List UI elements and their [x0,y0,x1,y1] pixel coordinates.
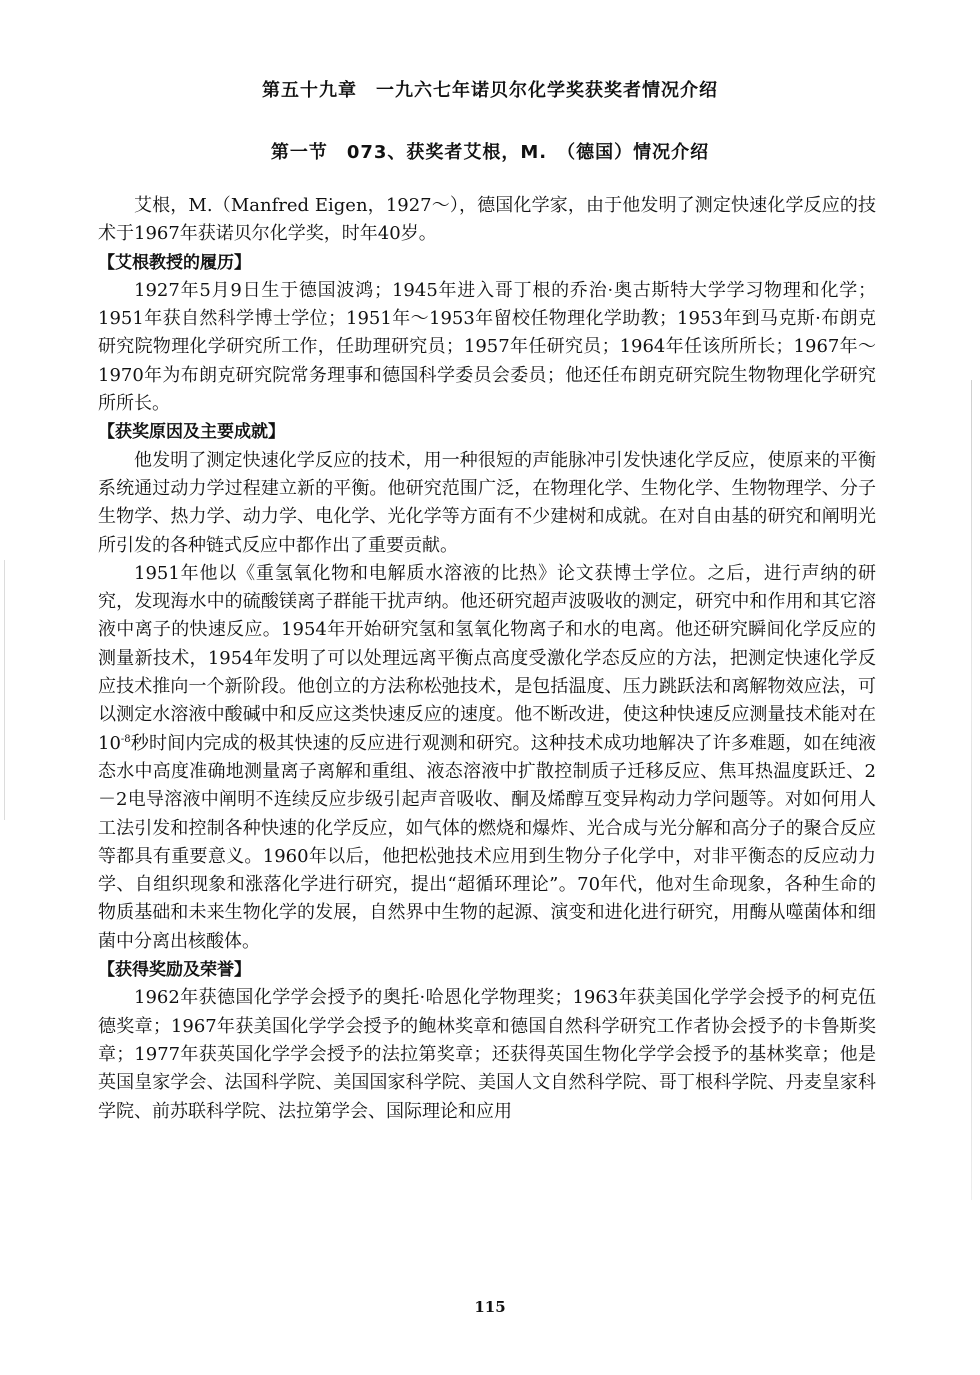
awards-heading: 【获得奖励及荣誉】 [98,960,251,981]
achievements-paragraph-2-part-a: 1951年他以《重氢氧化物和电解质水溶液的比热》论文获博士学位。之后，进行声纳的研究，发现海水中的硫酸镁离子群能干扰声纳。他还研究超声波吸收的测定，研究中和作用和其它溶液中离子的快速反应。1954年开始研究氢和氢氧化物离子和水的电离。他还研究瞬间化学反应的测量新技术，1954年发明了可以处理远离平衡点高度受激化学态反应的方法，把测定快速化学反应技术推向一个新阶段。他创立的方法称松弛技术，是包括温度、压力跳跃法和离解物效应法，可以测定水溶液中酸碱中和反应这类快速反应的速度。他不断改进，使这种快速反应测量技术能对在10 [98,562,876,754]
resume-heading: 【艾根教授的履历】 [98,252,251,273]
scan-edge-shadow-left [4,560,5,820]
intro-paragraph: 艾根，M.（Manfred Eigen，1927～），德国化学家，由于他发明了测定快速化学反应的技术于1967年获诺贝尔化学奖，时年40岁。 [98,195,876,245]
page-number: 115 [474,1298,506,1316]
resume-paragraph: 1927年5月9日生于德国波鸿；1945年进入哥丁根的乔治·奥古斯特大学学习物理和化学；1951年获自然科学博士学位；1951年～1953年留校任物理化学助教；1953年到马克斯·布朗克研究院物理化学研究所工作，任助理研究员；1957年任研究员；1964年任该所所长；1967年～1970年为布朗克研究院常务理事和德国科学委员会委员；他还任布朗克研究院生物物理化学研究所所长。 [98,279,876,415]
scan-edge-shadow [971,380,972,1200]
achievements-paragraph-2-part-b: 秒时间内完成的极其快速的反应进行观测和研究。这种技术成功地解决了许多难题，如在纯液态水中高度准确地测量离子离解和重组、液态溶液中扩散控制质子迁移反应、焦耳热温度跃迁、2－2电导溶液中阐明不连续反应步级引起声音吸收、酮及烯醇互变异构动力学问题等。对如何用人工法引发和控制各种快速的化学反应，如气体的燃烧和爆炸、光合成与光分解和高分子的聚合反应等都具有重要意义。1960年以后，他把松弛技术应用到生物分子化学中，对非平衡态的反应动力学、自组织现象和涨落化学进行研究，提出“超循环理论”。70年代，他对生命现象，各种生命的物质基础和未来生物化学的发展，自然界中生物的起源、演变和进化进行研究，用酶从噬菌体和细菌中分离出核酸体。 [98,732,876,952]
achievements-heading: 【获奖原因及主要成就】 [98,422,285,443]
section-title: 第一节 073、获奖者艾根，M. （德国）情况介绍 [270,142,710,163]
body-text [98,192,876,1126]
exponent: -8 [120,733,131,745]
awards-paragraph: 1962年获德国化学学会授予的奥托·哈恩化学物理奖；1963年获美国化学学会授予的柯克伍德奖章；1967年获美国化学学会授予的鲍林奖章和德国自然科学研究工作者协会授予的卡鲁斯奖章；1977年获英国化学学会授予的法拉第奖章；还获得英国生物化学学会授予的基林奖章；他是英国皇家学会、法国科学院、美国国家科学院、美国人文自然科学院、哥丁根科学院、丹麦皇家科学院、前苏联科学院、法拉第学会、国际理论和应用 [98,987,876,1122]
achievements-paragraph-1: 他发明了测定快速化学反应的技术，用一种很短的声能脉冲引发快速化学反应，使原来的平衡系统通过动力学过程建立新的平衡。他研究范围广泛，在物理化学、生物化学、生物物理学、分子生物学、热力学、动力学、电化学、光化学等方面有不少建树和成就。在对自由基的研究和阐明光所引发的各种链式反应中都作出了重要贡献。 [98,449,876,556]
chapter-title: 第五十九章 一九六七年诺贝尔化学奖获奖者情况介绍 [262,80,718,101]
achievements-paragraph-2 [98,560,876,956]
